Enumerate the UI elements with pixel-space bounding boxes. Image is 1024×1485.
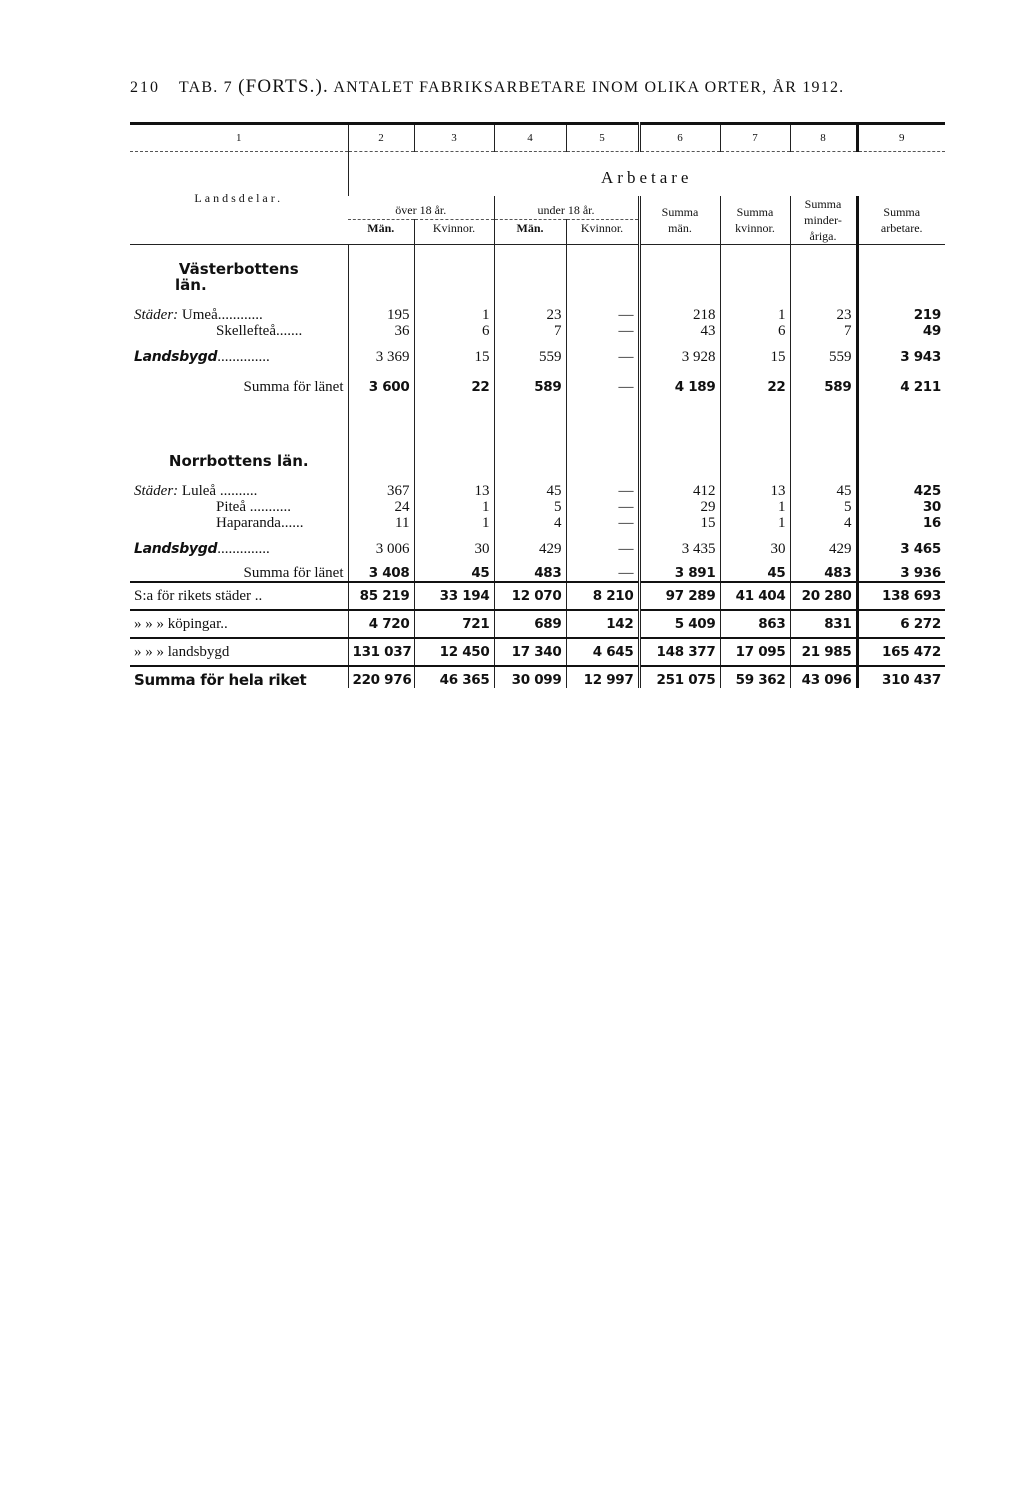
dot-leader: .............. [217, 541, 270, 557]
man-header: Män. [367, 221, 395, 236]
summa-kvinnor-line2: kvinnor. [735, 221, 775, 235]
table-title: ANTALET FABRIKSARBETARE INOM OLIKA ORTER, ÅR 1912. [333, 79, 845, 96]
cell: 3 943 [857, 339, 945, 365]
cell: 15 [720, 339, 790, 365]
place-label: Skellefteå....... [216, 323, 303, 339]
section-title: Norrbottens län. [168, 452, 309, 469]
cell: 689 [494, 610, 566, 638]
cell: 30 [414, 531, 494, 557]
cell: 41 404 [720, 582, 790, 610]
cell: 85 219 [348, 582, 414, 610]
summa-label: Summa för länet [243, 379, 344, 395]
colnum: 7 [720, 124, 790, 152]
cell: 30 099 [494, 666, 566, 688]
cell: 17 340 [494, 638, 566, 666]
cell: 3 928 [639, 339, 720, 365]
colnum: 1 [130, 124, 348, 152]
cell: 36 [348, 323, 414, 339]
cell: 20 280 [790, 582, 857, 610]
cell: 49 [857, 323, 945, 339]
table-row [130, 339, 945, 365]
cell: 310 437 [857, 666, 945, 688]
cell: 30 [720, 531, 790, 557]
row-label [130, 323, 348, 339]
total-row [130, 582, 945, 610]
cell: — [566, 483, 639, 499]
cell: 3 891 [639, 557, 720, 582]
cell: 23 [494, 307, 566, 323]
cell: 33 194 [414, 582, 494, 610]
stader-label: Städer: [134, 483, 179, 499]
cell: 4 [790, 515, 857, 531]
cell: 721 [414, 610, 494, 638]
summa-man-line2: män. [668, 221, 692, 235]
cell: 4 189 [639, 365, 720, 395]
total-label: » » » köpingar.. [130, 610, 348, 638]
section-title-line1: Västerbottens [178, 260, 299, 278]
cell: 30 [857, 499, 945, 515]
page-title [130, 76, 960, 98]
cell: 22 [414, 365, 494, 395]
cell: 3 465 [857, 531, 945, 557]
colnum: 3 [414, 124, 494, 152]
landsdelar-header: Landsdelar. [194, 191, 284, 205]
cell: — [566, 339, 639, 365]
cell: 7 [790, 323, 857, 339]
colnum: 5 [566, 124, 639, 152]
cell: 863 [720, 610, 790, 638]
kvinnor-header: Kvinnor. [414, 220, 494, 245]
cell: 13 [720, 483, 790, 499]
cell: 3 408 [348, 557, 414, 582]
summa-man-header [639, 196, 720, 245]
summa-row [130, 557, 945, 582]
row-label [130, 515, 348, 531]
cell: 45 [790, 483, 857, 499]
cell: 1 [414, 515, 494, 531]
cell: 1 [720, 499, 790, 515]
cell: 11 [348, 515, 414, 531]
cell: 483 [494, 557, 566, 582]
total-row [130, 610, 945, 638]
cell: 412 [639, 483, 720, 499]
total-label: S:a för rikets städer .. [130, 582, 348, 610]
cell: 6 272 [857, 610, 945, 638]
stader-label: Städer: [134, 307, 179, 323]
cell: 218 [639, 307, 720, 323]
cell: 3 369 [348, 339, 414, 365]
cell: 13 [414, 483, 494, 499]
cell: 24 [348, 499, 414, 515]
section-title-row [130, 395, 945, 469]
cell: 6 [720, 323, 790, 339]
cell: 21 985 [790, 638, 857, 666]
colnum: 2 [348, 124, 414, 152]
cell: 589 [494, 365, 566, 395]
cell: 43 096 [790, 666, 857, 688]
cell: 59 362 [720, 666, 790, 688]
cell: 4 645 [566, 638, 639, 666]
colnum: 4 [494, 124, 566, 152]
cell: — [566, 307, 639, 323]
section-title-line2: län. [175, 276, 207, 293]
under18-header: under 18 år. [494, 196, 639, 220]
cell: 43 [639, 323, 720, 339]
row-label [130, 483, 348, 499]
man-header: Män. [494, 220, 566, 245]
kvinnor-header: Kvinnor. [566, 220, 639, 245]
colnum: 6 [639, 124, 720, 152]
cell: 5 [494, 499, 566, 515]
place-label: Umeå............ [181, 307, 263, 323]
tab-number: 7 [223, 79, 233, 96]
table-row [130, 499, 945, 515]
cell: 429 [790, 531, 857, 557]
cell: 220 976 [348, 666, 414, 688]
summa-arbetare-header [857, 196, 945, 245]
cell: 1 [414, 499, 494, 515]
grand-total-row [130, 666, 945, 688]
cell: 559 [790, 339, 857, 365]
cell: 4 [494, 515, 566, 531]
cell: 3 936 [857, 557, 945, 582]
arbetare-header: Arbetare [348, 152, 945, 197]
table-row [130, 515, 945, 531]
summa-minder-header [790, 196, 857, 245]
colnum: 8 [790, 124, 857, 152]
cell: 12 997 [566, 666, 639, 688]
cell: 831 [790, 610, 857, 638]
cell: 45 [720, 557, 790, 582]
cell: 8 210 [566, 582, 639, 610]
cell: 29 [639, 499, 720, 515]
cell: 45 [494, 483, 566, 499]
place-label: Haparanda...... [216, 515, 304, 531]
grand-total-label: Summa för hela riket [130, 666, 348, 688]
cell: — [566, 499, 639, 515]
table-row [130, 531, 945, 557]
colnum: 9 [857, 124, 945, 152]
summa-arbetare-line2: arbetare. [880, 221, 923, 235]
summa-kvinnor-line1: Summa [736, 205, 774, 219]
cell: 589 [790, 365, 857, 395]
cell: 251 075 [639, 666, 720, 688]
cell: 4 211 [857, 365, 945, 395]
cell: 3 600 [348, 365, 414, 395]
cell: 17 095 [720, 638, 790, 666]
cell: 97 289 [639, 582, 720, 610]
dot-leader: .............. [217, 349, 270, 365]
landsbygd-label: Landsbygd [134, 541, 218, 557]
cell: 559 [494, 339, 566, 365]
summa-minder-line3: åriga. [809, 229, 837, 243]
summa-arbetare-line1: Summa [883, 205, 921, 219]
cell: 367 [348, 483, 414, 499]
cell: — [566, 531, 639, 557]
cell: — [566, 365, 639, 395]
cell: 131 037 [348, 638, 414, 666]
tab-label: TAB. [178, 79, 219, 96]
cell: — [566, 323, 639, 339]
cell: 7 [494, 323, 566, 339]
cell: 219 [857, 307, 945, 323]
column-number-row [130, 124, 945, 152]
cell: 5 [790, 499, 857, 515]
summa-minder-line2: minder- [804, 213, 842, 227]
cell: 483 [790, 557, 857, 582]
cell: 45 [414, 557, 494, 582]
row-label [130, 339, 348, 365]
row-label [130, 307, 348, 323]
cell: 46 365 [414, 666, 494, 688]
cell: 22 [720, 365, 790, 395]
cell: 3 006 [348, 531, 414, 557]
cell: 195 [348, 307, 414, 323]
cell: 6 [414, 323, 494, 339]
forts-label: (FORTS.). [238, 76, 330, 97]
cell: 1 [414, 307, 494, 323]
summa-minder-line1: Summa [804, 197, 842, 211]
cell: 23 [790, 307, 857, 323]
cell: 5 409 [639, 610, 720, 638]
cell: 15 [414, 339, 494, 365]
cell: 138 693 [857, 582, 945, 610]
summa-kvinnor-header [720, 196, 790, 245]
cell: 12 070 [494, 582, 566, 610]
table-row [130, 307, 945, 323]
row-label [130, 499, 348, 515]
cell: 12 450 [414, 638, 494, 666]
header-row-arbetare [130, 152, 945, 197]
place-label: Luleå .......... [181, 483, 258, 499]
over18-header: över 18 år. [348, 196, 494, 220]
cell: 148 377 [639, 638, 720, 666]
row-label [130, 531, 348, 557]
cell: 1 [720, 307, 790, 323]
table-row [130, 323, 945, 339]
cell: 4 720 [348, 610, 414, 638]
section-title [130, 245, 348, 294]
cell: 165 472 [857, 638, 945, 666]
section-title-row [130, 245, 945, 294]
cell: 16 [857, 515, 945, 531]
landsbygd-label: Landsbygd [134, 349, 218, 365]
cell: 429 [494, 531, 566, 557]
total-row [130, 638, 945, 666]
total-label: » » » landsbygd [130, 638, 348, 666]
summa-row [130, 365, 945, 395]
statistics-table [130, 122, 945, 688]
table-row [130, 483, 945, 499]
place-label: Piteå ........... [216, 499, 291, 515]
cell: 142 [566, 610, 639, 638]
cell: 15 [639, 515, 720, 531]
cell: 1 [720, 515, 790, 531]
page-number: 210 [130, 79, 160, 96]
cell: 425 [857, 483, 945, 499]
cell: — [566, 557, 639, 582]
cell: 3 435 [639, 531, 720, 557]
summa-label: Summa för länet [243, 565, 344, 581]
summa-man-line1: Summa [661, 205, 699, 219]
cell: — [566, 515, 639, 531]
